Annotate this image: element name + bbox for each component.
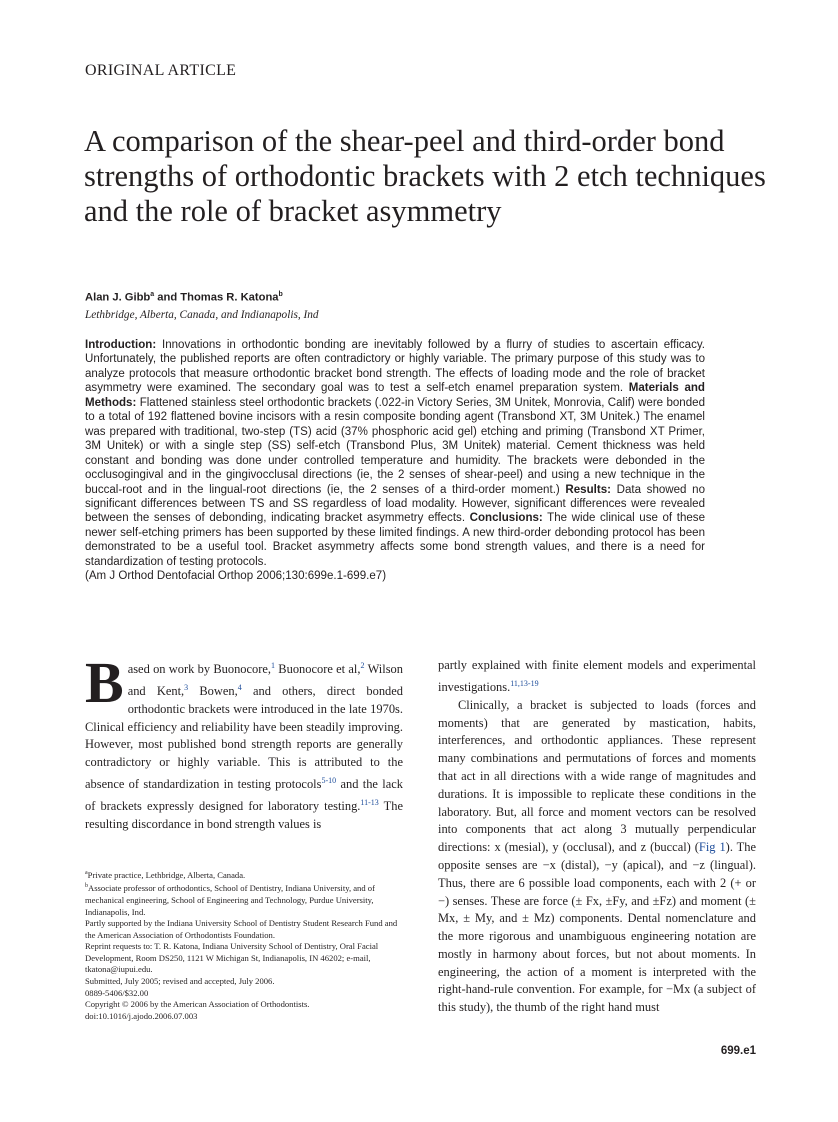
reference-link[interactable]: 2 bbox=[360, 661, 365, 670]
reference-link[interactable]: 3 bbox=[184, 682, 189, 692]
author-name: Thomas R. Katona bbox=[180, 291, 279, 304]
body-text: and others, direct bonded orthodontic brackets were introduced in the late 1970s. Clinical efficiency and reliability have been steadily improving. However, most published bond strength reports are generally contradictory or highly variable. This is attributed to the absence of standardization in testing protocols bbox=[85, 684, 403, 792]
footnote-text: Associate professor of orthodontics, School of Dentistry, Indiana University, and of mechanical engineering, School of Engineering and Technology, Purdue University, Indianapolis, Ind. bbox=[85, 883, 375, 917]
footnote-reprint: Reprint requests to: T. R. Katona, Indiana University School of Dentistry, Oral Facial Development, Room DS250, 1121 W Michigan St, Indianapolis, IN 46202; e-mail, tkatona@iupui.edu. bbox=[85, 941, 379, 975]
footnote-submitted: Submitted, July 2005; revised and accepted, July 2006. bbox=[85, 976, 275, 987]
paragraph bbox=[438, 657, 756, 697]
section-label: ORIGINAL ARTICLE bbox=[85, 62, 237, 79]
author-affiliation-marker: a bbox=[150, 291, 155, 298]
abstract-heading-introduction: Introduction: bbox=[85, 339, 157, 351]
abstract-heading-results: Results: bbox=[565, 483, 611, 496]
article-title: A comparison of the shear-peel and third-order bond strengths of orthodontic brackets with 2 etch techniques and the role of bracket asymmetry bbox=[84, 124, 766, 228]
footnote-affiliation-a bbox=[85, 868, 405, 881]
footnote-doi[interactable]: doi:10.1016/j.ajodo.2006.07.003 bbox=[85, 1010, 198, 1021]
body-text: ased on work by Buonocore, bbox=[127, 662, 272, 677]
author-line bbox=[85, 291, 283, 304]
paragraph bbox=[438, 697, 756, 1017]
body-text: ). The opposite senses are −x (distal), −y (apical), and −z (lingual). Thus, there are 6 possible load components, each with 2 (+ or −) senses. These are force (± Fx, ±Fy, and ±Fz) and moment (± Mx, ± My, and ± Mz) components. Dental nomenclature and the more rigorous and unambiguous engineering notation are mostly in harmony about forces, but not about moments. In engineering, the action of a moment is interpreted with the right-hand-rule convention. For example, for −Mx (a subject of this study), the thumb of the right hand must bbox=[438, 840, 756, 1015]
footnote-affiliation-b bbox=[85, 881, 405, 918]
reference-link[interactable]: 11-13 bbox=[360, 798, 379, 807]
abstract-heading-conclusions: Conclusions: bbox=[469, 512, 543, 525]
journal-citation: (Am J Orthod Dentofacial Orthop 2006;130:699e.1-699.e7) bbox=[85, 570, 387, 583]
body-text: Wilson and Kent, bbox=[127, 662, 403, 699]
footnotes bbox=[85, 868, 405, 1022]
author-name: Alan J. Gibb bbox=[85, 291, 151, 304]
abstract-text: Data showed no significant differences between TS and SS regardless of load modality. However, significant differences were revealed between the senses of debonding, indicating bracket asymmetry effects. bbox=[85, 483, 705, 525]
footnote-support: Partly supported by the Indiana University School of Dentistry Student Research Fund and the American Association of Orthodontists Foundation. bbox=[85, 918, 398, 940]
footnote-marker: a bbox=[85, 870, 88, 876]
page-number: 699.e1 bbox=[720, 1045, 756, 1057]
abstract-text: Flattened stainless steel orthodontic brackets (.022-in Victory Series, 3M Unitek, Monrovia, Calif) were bonded to a total of 192 flattened bovine incisors with a resin composite bonding agent (Transbond XT, 3M Unitek.) The enamel was prepared with traditional, two-step (TS) acid (37% phosphoric acid gel) etching and priming (Transbond XT Primer, 3M Unitek) or with a single step (SS) self-etch (Transbond Plus, 3M Unitek) material. Cement thickness was held constant and bonding was done under controlled temperature and humidity. The brackets were debonded in the occlusogingival and in the gingivocclusal directions (ie, the 2 senses of shear-peel) and using a new technique in the buccal-root and in the lingual-root directions (ie, the 2 senses of a third-order moment.) bbox=[85, 396, 705, 496]
reference-link[interactable]: 5-10 bbox=[321, 776, 337, 786]
drop-cap: B bbox=[85, 650, 124, 715]
author-affiliation-marker: b bbox=[278, 291, 283, 298]
footnote-text: Private practice, Lethbridge, Alberta, Canada. bbox=[87, 869, 246, 880]
body-text: The resulting discordance in bond strength values is bbox=[85, 799, 403, 831]
body-text: Buonocore et al, bbox=[275, 662, 361, 677]
footnote-marker: b bbox=[85, 883, 88, 890]
body-text: and the lack of brackets expressly designed for laboratory testing. bbox=[85, 777, 403, 814]
body-column-right bbox=[438, 657, 756, 1017]
reference-link[interactable]: 4 bbox=[237, 682, 242, 692]
footnote-issn: 0889-5406/$32.00 bbox=[85, 987, 149, 998]
body-text: Bowen, bbox=[188, 684, 238, 699]
figure-link[interactable]: Fig 1 bbox=[698, 840, 726, 855]
footnote-copyright: Copyright © 2006 by the American Association of Orthodontists. bbox=[85, 999, 310, 1010]
abstract bbox=[85, 338, 705, 584]
author-affiliation: Lethbridge, Alberta, Canada, and Indianapolis, Ind bbox=[85, 309, 319, 321]
abstract-text: The wide clinical use of these newer self-etching primers has been supported by these limited findings. A new third-order debonding protocol has been demonstrated to be a useful tool. Bracket asymmetry affects some bond strength values, and there is a need for standardization of testing protocols. bbox=[85, 512, 705, 568]
reference-link[interactable]: 1 bbox=[271, 661, 276, 670]
reference-link[interactable]: 11,13-19 bbox=[510, 678, 539, 688]
body-text: Clinically, a bracket is subjected to loads (forces and moments) that are generated by mastication, habits, interferences, and orthodontic appliances. These represent many combinations and permutations of forces and moments that act in all directions with a wide range of magnitudes and durations. It is impossible to replicate these conditions in the laboratory. But, all force and moment vectors can be resolved into components that act along 3 mutually perpendicular directions: x (mesial), y (occlusal), and z (buccal) ( bbox=[438, 697, 756, 855]
abstract-heading-methods: Materials and Methods: bbox=[85, 382, 705, 409]
abstract-text: Innovations in orthodontic bonding are inevitably followed by a flurry of studies to ascertain efficacy. Unfortunately, the published reports are often contradictory or highly variable. The primary purpose of this study was to analyze protocols that measure orthodontic bracket bond strength. The effects of loading mode and the role of bracket asymmetry were examined. The secondary goal was to test a self-etch enamel preparation system. bbox=[85, 339, 705, 395]
body-column-left bbox=[85, 650, 403, 834]
body-text: partly explained with finite element models and experimental investigations. bbox=[438, 658, 756, 694]
author-join: and bbox=[154, 291, 181, 304]
